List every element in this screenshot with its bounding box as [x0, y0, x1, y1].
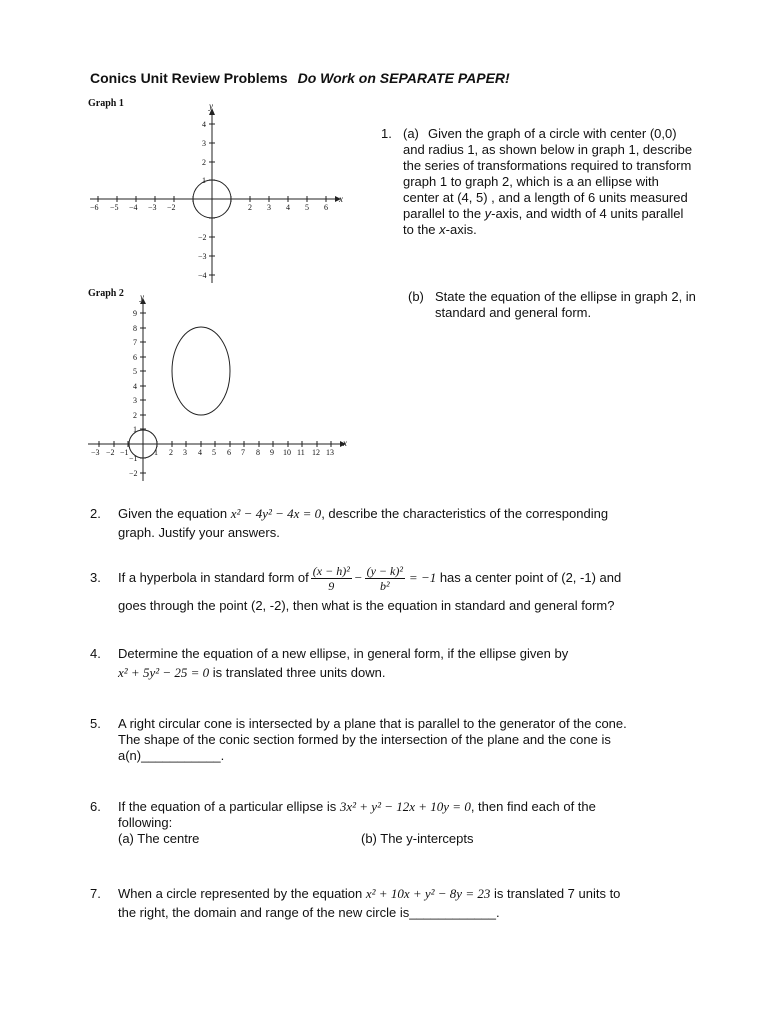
tick-label: 4: [133, 382, 137, 391]
text-line: [118, 886, 718, 902]
tick-label: −3: [91, 448, 100, 457]
tick-label: 8: [256, 448, 260, 457]
text-segment: Given the equation: [118, 506, 231, 521]
text-line: [118, 665, 718, 681]
text-line: a(n)___________.: [118, 748, 225, 763]
text-segment: parallel to the: [403, 206, 485, 221]
tick-label: 1: [202, 176, 206, 185]
question-1b-label: (b): [408, 289, 424, 304]
tick-label: 6: [133, 353, 137, 362]
tick-label: −4: [129, 203, 138, 212]
text-segment: -axis.: [445, 222, 477, 237]
tick-label: 1: [133, 425, 137, 434]
title-text: Conics Unit Review Problems: [90, 70, 288, 86]
tick-label: 2: [133, 411, 137, 420]
question-6a: (a) The centre: [118, 831, 200, 846]
fraction-y: [365, 564, 405, 593]
subtitle-text: Do Work on SEPARATE PAPER!: [297, 70, 510, 86]
text-segment: When a circle represented by the equation: [118, 886, 366, 901]
question-1b: [435, 289, 735, 321]
graph1-y-axis-label: y: [209, 101, 213, 111]
text-line: the series of transformations required to transform: [403, 158, 692, 173]
subquestions: [118, 831, 718, 847]
text-segment: , describe the characteristics of the corresponding: [321, 506, 609, 521]
tick-label: 3: [133, 396, 137, 405]
graph2-label: Graph 2: [88, 288, 124, 299]
denominator: b²: [379, 578, 390, 593]
question-3: [118, 556, 718, 614]
text-line: Determine the equation of a new ellipse, in general form, if the ellipse given by: [118, 646, 569, 661]
tick-label: 3: [183, 448, 187, 457]
tick-label: 13: [326, 448, 334, 457]
text-line: graph 1 to graph 2, which is a an ellipse with: [403, 174, 659, 189]
question-3-number: 3.: [90, 570, 101, 585]
tick-label: 12: [312, 448, 320, 457]
numerator: (x − h)²: [312, 563, 350, 578]
tick-label: 6: [324, 203, 328, 212]
equation: x² + 10x + y² − 8y = 23: [365, 886, 491, 901]
question-2-number: 2.: [90, 506, 101, 521]
denominator: 9: [328, 578, 335, 593]
text-line: the right, the domain and range of the new circle is____________.: [118, 905, 500, 920]
question-1a-body: [403, 142, 723, 238]
tick-label: −1: [129, 454, 138, 463]
tick-label: 5: [305, 203, 309, 212]
tick-label: −6: [90, 203, 99, 212]
text-line: graph. Justify your answers.: [118, 525, 280, 540]
text-line: standard and general form.: [435, 305, 592, 320]
question-6-number: 6.: [90, 799, 101, 814]
equation: 3x² + y² − 12x + 10y = 0: [339, 799, 471, 814]
text-segment: is translated three units down.: [209, 665, 386, 680]
text-segment: If a hyperbola in standard form of: [118, 570, 309, 585]
tick-label: 4: [198, 448, 202, 457]
text-line: and radius 1, as shown below in graph 1, describe: [403, 142, 693, 157]
fraction-x: [311, 564, 352, 593]
question-7-number: 7.: [90, 886, 101, 901]
text-segment: to the: [403, 222, 440, 237]
tick-label: −5: [110, 203, 119, 212]
variable-x: x: [439, 222, 446, 237]
tick-label: 4: [286, 203, 290, 212]
tick-label: −3: [148, 203, 157, 212]
tick-label: 6: [227, 448, 231, 457]
equation-rhs: = −1: [408, 570, 437, 585]
tick-label: −2: [167, 203, 176, 212]
text-line: [118, 799, 718, 815]
question-5-number: 5.: [90, 716, 101, 731]
tick-label: 4: [202, 120, 206, 129]
tick-label: 3: [267, 203, 271, 212]
graph2-y-axis-label: y: [140, 292, 144, 302]
text-line: [403, 222, 723, 238]
tick-label: −1: [120, 448, 129, 457]
tick-label: 2: [169, 448, 173, 457]
tick-label: 7: [241, 448, 245, 457]
tick-label: 5: [133, 367, 137, 376]
text-segment: is translated 7 units to: [490, 886, 621, 901]
tick-label: −2: [129, 469, 138, 478]
question-1a-label: (a): [403, 126, 419, 141]
text-segment: has a center point of (2, -1) and: [436, 570, 622, 585]
numerator: (y − k)²: [366, 563, 403, 578]
question-5: [118, 716, 718, 764]
question-4: [118, 646, 718, 681]
minus-sign: −: [353, 570, 363, 585]
text-line: following:: [118, 815, 173, 830]
tick-label: 3: [202, 139, 206, 148]
text-line: A right circular cone is intersected by a plane that is parallel to the generator of the cone.: [118, 716, 627, 731]
text-line: center at (4, 5) , and a length of 6 units measured: [403, 190, 688, 205]
tick-label: 8: [133, 324, 137, 333]
text-line: Given the graph of a circle with center (0,0): [428, 126, 677, 141]
tick-label: 9: [270, 448, 274, 457]
equation: x² + 5y² − 25 = 0: [118, 665, 210, 680]
page-title: [90, 70, 510, 86]
tick-label: 10: [283, 448, 291, 457]
text-line: [118, 506, 718, 522]
question-6b: (b) The y-intercepts: [361, 831, 474, 846]
tick-label: 2: [248, 203, 252, 212]
question-1-number: 1.: [381, 126, 392, 141]
text-segment: -axis, and width of 4 units parallel: [491, 206, 684, 221]
text-segment: If the equation of a particular ellipse is: [118, 799, 340, 814]
tick-label: −3: [198, 252, 207, 261]
tick-label: 5: [212, 448, 216, 457]
tick-label: 1: [154, 448, 158, 457]
graph2-x-axis-label: x: [343, 438, 347, 448]
graph2-ellipse: [172, 327, 230, 415]
question-1a: [403, 126, 723, 142]
graph1-x-axis-label: x: [339, 194, 343, 204]
text-line: State the equation of the ellipse in graph 2, in: [435, 289, 696, 304]
text-line: The shape of the conic section formed by the intersection of the plane and the cone is: [118, 732, 611, 747]
tick-label: −4: [198, 271, 207, 280]
question-2: [118, 506, 718, 541]
text-line: [118, 556, 718, 600]
tick-label: 2: [202, 158, 206, 167]
question-7: [118, 886, 718, 921]
tick-label: 11: [297, 448, 305, 457]
text-line: [403, 206, 723, 222]
question-4-number: 4.: [90, 646, 101, 661]
tick-label: −2: [198, 233, 207, 242]
tick-label: 7: [133, 338, 137, 347]
text-line: goes through the point (2, -2), then what is the equation in standard and general form?: [118, 598, 615, 613]
variable-y: y: [484, 206, 492, 221]
graph1-label: Graph 1: [88, 98, 124, 109]
tick-label: −2: [106, 448, 115, 457]
text-segment: , then find each of the: [470, 799, 596, 814]
tick-label: 9: [133, 309, 137, 318]
question-6: [118, 799, 718, 847]
equation: x² − 4y² − 4x = 0: [230, 506, 322, 521]
